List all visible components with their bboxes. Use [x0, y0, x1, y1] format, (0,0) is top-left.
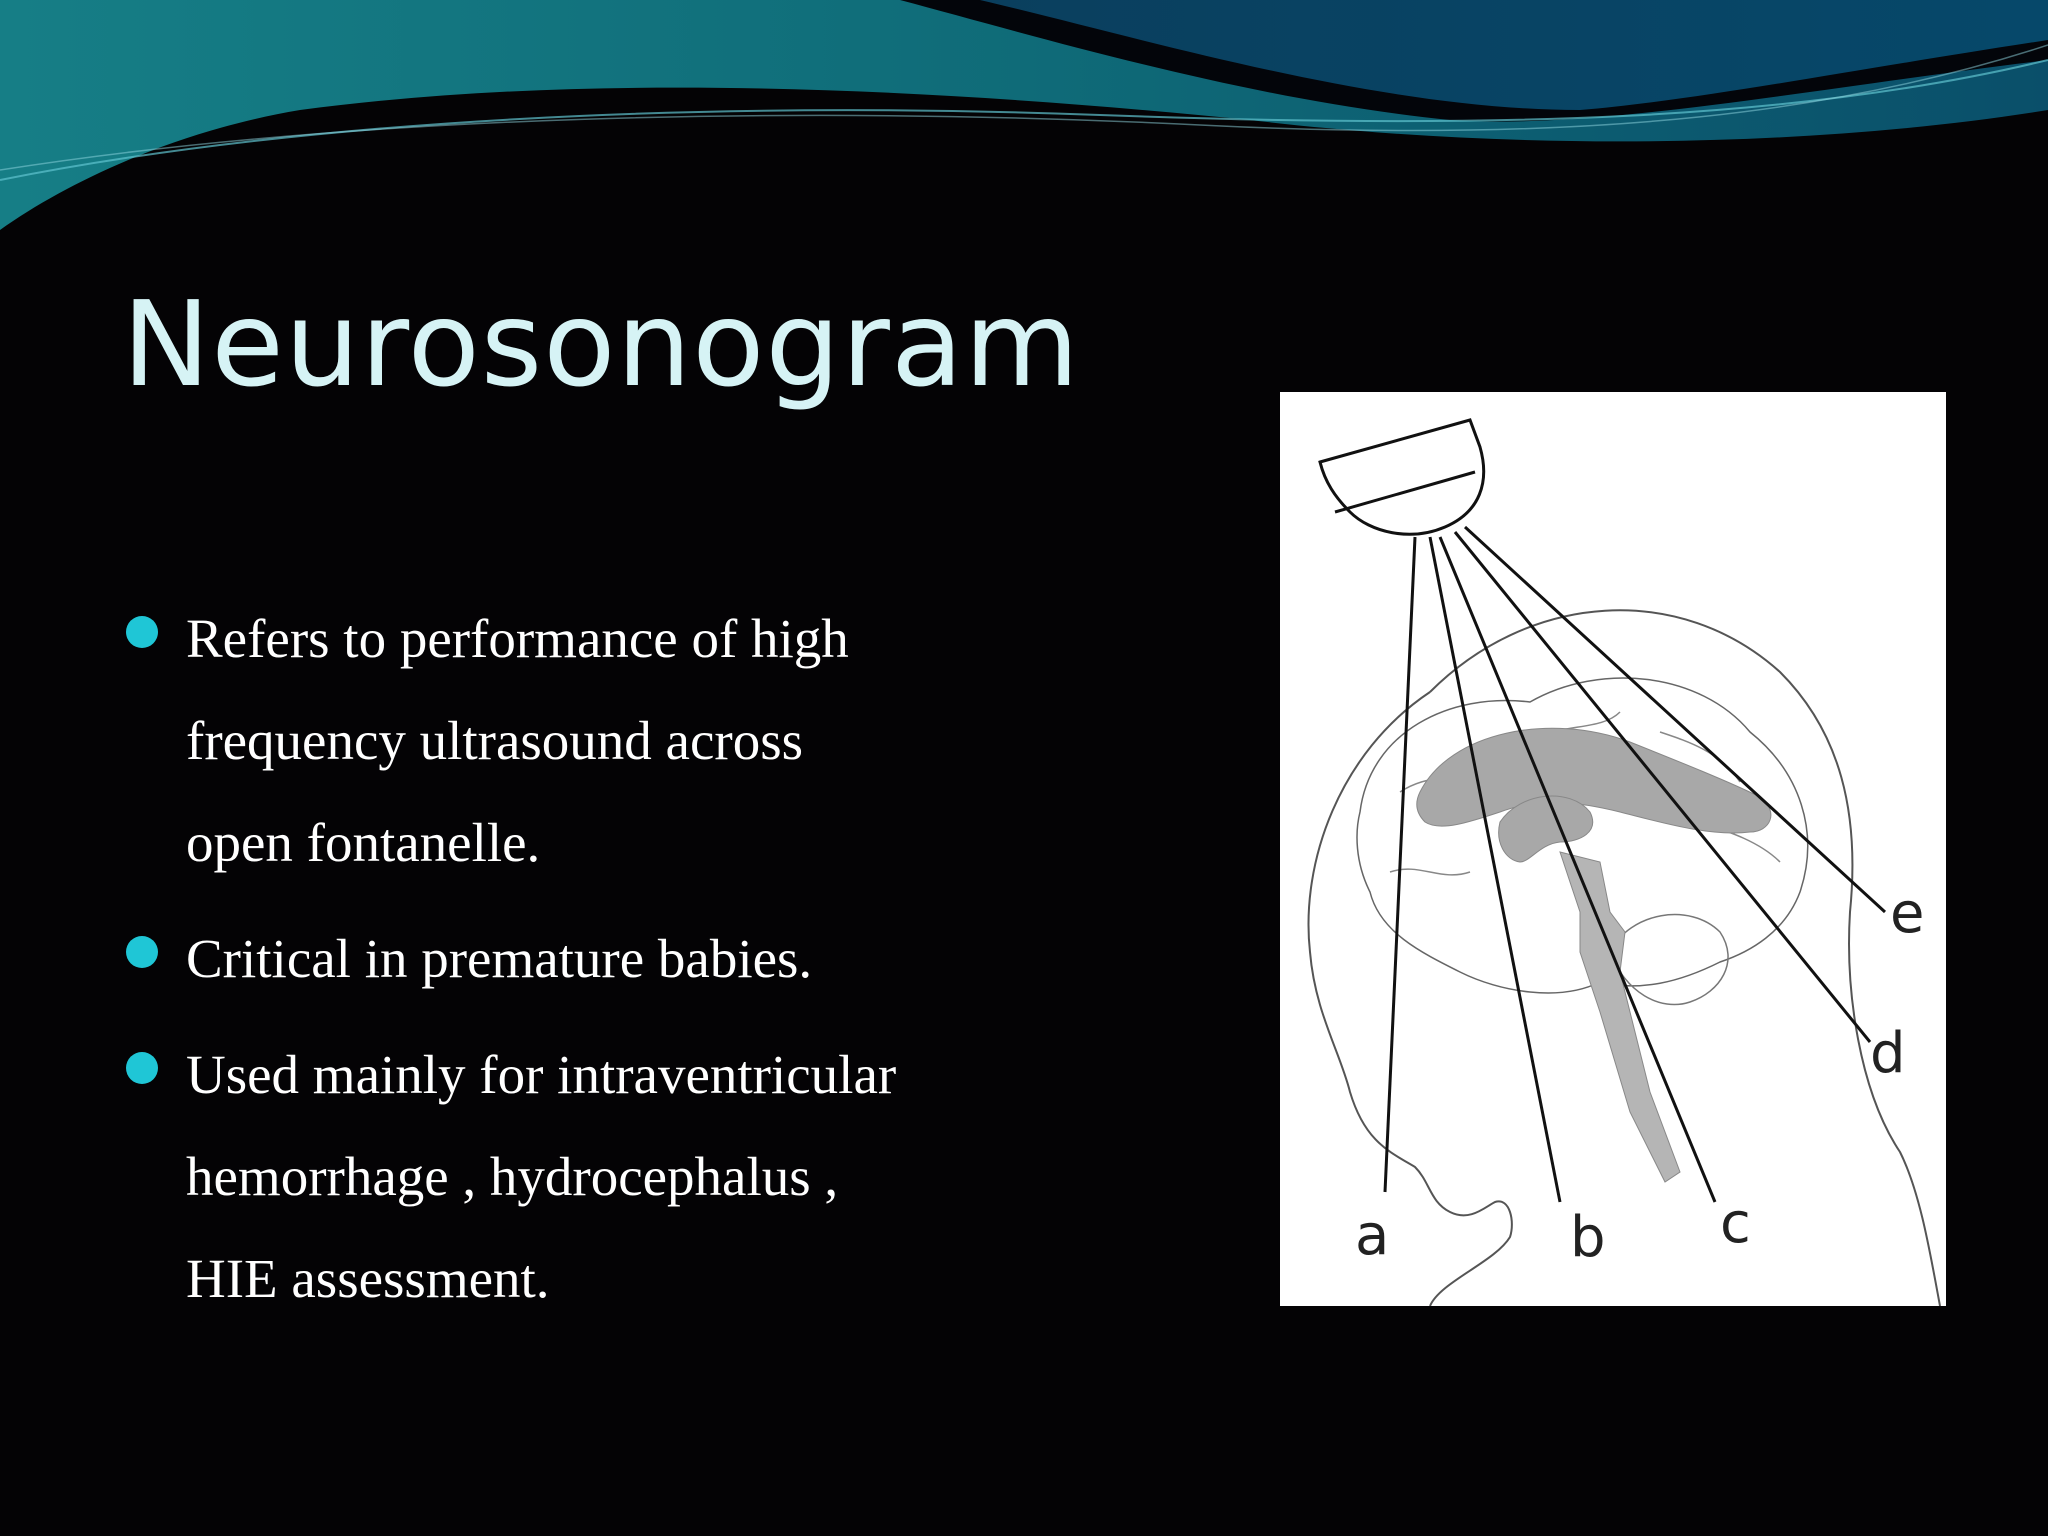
- bullet-marker: [126, 1052, 158, 1084]
- bullet-marker: [126, 936, 158, 968]
- slide-title: Neurosonogram: [122, 275, 1081, 413]
- bullet-text: Used mainly for intraventricular hemorrhage , hydrocephalus , HIE assessment.: [186, 1044, 897, 1309]
- neurosonogram-diagram: [1280, 392, 1946, 1306]
- bullet-text: Critical in premature babies.: [186, 928, 813, 989]
- bullet-item: [126, 1024, 1026, 1330]
- brainstem: [1560, 852, 1680, 1182]
- beam-label-e: e: [1890, 881, 1925, 946]
- beam-label-c: c: [1720, 1191, 1751, 1256]
- bullet-marker: [126, 616, 158, 648]
- bullet-item: [126, 908, 1026, 1010]
- beam-label-d: d: [1870, 1021, 1906, 1086]
- beam-label-b: b: [1570, 1205, 1606, 1270]
- transducer-probe: [1320, 420, 1484, 534]
- beam-label-a: a: [1355, 1203, 1390, 1268]
- bullet-item: [126, 588, 1026, 894]
- bullet-list: [126, 588, 1026, 1344]
- header-wave-decoration: [0, 0, 2048, 240]
- bullet-text: Refers to performance of high frequency ultrasound across open fontanelle.: [186, 608, 849, 873]
- head-ultrasound-illustration: [1280, 392, 1946, 1306]
